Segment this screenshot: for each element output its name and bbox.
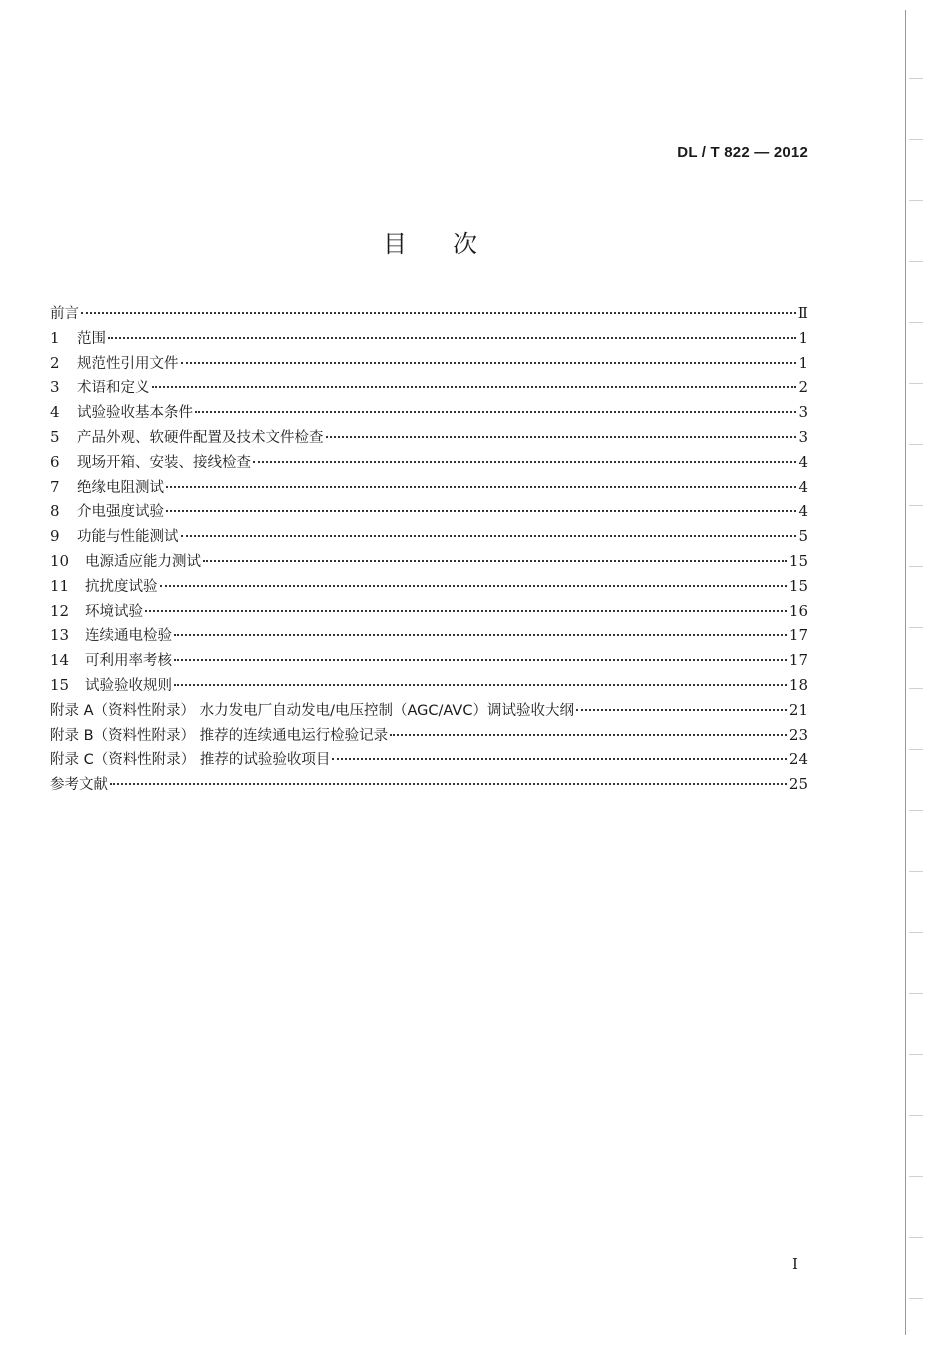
toc-leader-dots bbox=[253, 461, 796, 463]
toc-entry-page: 5 bbox=[798, 527, 808, 546]
toc-entry-number: 9 bbox=[50, 527, 60, 546]
toc-entry-number: 7 bbox=[50, 477, 60, 496]
toc-entry-number: 3 bbox=[50, 378, 60, 397]
toc-leader-dots bbox=[181, 362, 797, 364]
toc-leader-dots bbox=[332, 758, 787, 760]
toc-entry-number: 2 bbox=[50, 353, 60, 372]
toc-entry-number: 1 bbox=[50, 328, 60, 347]
toc-entry-number: 11 bbox=[50, 576, 70, 595]
toc-entry-label: 附录 A（资料性附录） 水力发电厂自动发电/电压控制（AGC/AVC）调试验收大纲 bbox=[50, 702, 574, 719]
toc-leader-dots bbox=[174, 659, 787, 661]
toc-entry-label: 功能与性能测试 bbox=[77, 529, 179, 546]
toc-entry-number: 15 bbox=[50, 675, 70, 694]
toc-entry bbox=[50, 499, 808, 524]
toc-entry bbox=[50, 599, 808, 624]
toc-entry bbox=[50, 574, 808, 599]
toc-entry bbox=[50, 400, 808, 425]
page-number: I bbox=[792, 1255, 798, 1273]
toc-entry-label: 电源适应能力测试 bbox=[85, 553, 201, 570]
toc-entry bbox=[50, 326, 808, 351]
toc-entry-label: 前言 bbox=[50, 306, 79, 322]
toc-entry-label: 可利用率考核 bbox=[85, 653, 172, 670]
toc-entry-label: 术语和定义 bbox=[77, 380, 150, 397]
toc-leader-dots bbox=[110, 783, 787, 785]
toc-entry-number: 5 bbox=[50, 427, 60, 446]
toc-entry-number: 13 bbox=[50, 626, 70, 645]
scan-edge bbox=[905, 10, 908, 1335]
toc-leader-dots bbox=[108, 337, 796, 339]
toc-leader-dots bbox=[166, 486, 796, 488]
toc-entry-page: 17 bbox=[788, 651, 808, 670]
table-of-contents bbox=[50, 301, 808, 797]
document-id: DL / T 822 — 2012 bbox=[677, 144, 808, 161]
toc-entry bbox=[50, 450, 808, 475]
toc-leader-dots bbox=[390, 734, 787, 736]
toc-leader-dots bbox=[152, 386, 797, 388]
toc-entry bbox=[50, 623, 808, 648]
toc-entry-label: 附录 C（资料性附录） 推荐的试验验收项目 bbox=[50, 752, 331, 769]
toc-entry-label: 规范性引用文件 bbox=[77, 355, 179, 372]
toc-entry-page: 1 bbox=[798, 328, 808, 347]
toc-entry-label: 绝缘电阻测试 bbox=[77, 479, 164, 496]
toc-entry bbox=[50, 772, 808, 797]
toc-entry-page: 3 bbox=[798, 403, 808, 422]
toc-entry-page: 2 bbox=[798, 378, 808, 397]
toc-entry bbox=[50, 747, 808, 772]
toc-entry-label: 试验验收基本条件 bbox=[77, 405, 193, 422]
toc-entry-page: 3 bbox=[798, 427, 808, 446]
toc-entry-label: 附录 B（资料性附录） 推荐的连续通电运行检验记录 bbox=[50, 727, 389, 744]
toc-leader-dots bbox=[576, 709, 787, 711]
toc-entry bbox=[50, 549, 808, 574]
toc-entry bbox=[50, 648, 808, 673]
toc-leader-dots bbox=[174, 634, 787, 636]
toc-entry-page: 15 bbox=[788, 576, 808, 595]
toc-entry-label: 环境试验 bbox=[85, 603, 143, 620]
toc-leader-dots bbox=[203, 560, 787, 562]
toc-entry bbox=[50, 698, 808, 723]
toc-leader-dots bbox=[160, 585, 787, 587]
toc-entry-label: 试验验收规则 bbox=[85, 677, 172, 694]
toc-entry-number: 8 bbox=[50, 502, 60, 521]
toc-entry-label: 抗扰度试验 bbox=[85, 578, 158, 595]
toc-entry-page: 21 bbox=[788, 700, 808, 719]
toc-entry bbox=[50, 475, 808, 500]
toc-entry-label: 范围 bbox=[77, 330, 106, 347]
toc-entry-label: 参考文献 bbox=[50, 777, 108, 794]
toc-leader-dots bbox=[326, 436, 797, 438]
toc-entry bbox=[50, 524, 808, 549]
toc-entry-page: 17 bbox=[788, 626, 808, 645]
toc-entry-page: 4 bbox=[798, 477, 808, 496]
toc-entry-label: 产品外观、软硬件配置及技术文件检查 bbox=[77, 429, 324, 446]
toc-entry-label: 现场开箱、安装、接线检查 bbox=[77, 454, 251, 471]
toc-entry-label: 介电强度试验 bbox=[77, 504, 164, 521]
scan-margin-marks bbox=[909, 40, 923, 1320]
page-title: 目次 bbox=[383, 230, 523, 258]
toc-leader-dots bbox=[181, 535, 797, 537]
toc-entry-number: 10 bbox=[50, 551, 70, 570]
toc-leader-dots bbox=[166, 510, 796, 512]
toc-entry-page: 16 bbox=[788, 601, 808, 620]
toc-entry bbox=[50, 425, 808, 450]
toc-entry bbox=[50, 673, 808, 698]
toc-entry-page: 1 bbox=[798, 353, 808, 372]
toc-entry-page: 4 bbox=[798, 452, 808, 471]
toc-entry-page: 15 bbox=[788, 551, 808, 570]
toc-leader-dots bbox=[81, 312, 796, 314]
toc-entry-number: 12 bbox=[50, 601, 70, 620]
toc-entry-label: 连续通电检验 bbox=[85, 628, 172, 645]
toc-entry bbox=[50, 375, 808, 400]
toc-entry-number: 6 bbox=[50, 452, 60, 471]
toc-entry bbox=[50, 301, 808, 326]
toc-leader-dots bbox=[145, 610, 787, 612]
toc-entry-page: 18 bbox=[788, 675, 808, 694]
toc-leader-dots bbox=[195, 411, 796, 413]
toc-entry-page: 23 bbox=[788, 725, 808, 744]
toc-entry-number: 14 bbox=[50, 651, 70, 670]
toc-entry-page: 4 bbox=[798, 502, 808, 521]
toc-entry-page: Ⅱ bbox=[797, 304, 808, 322]
toc-leader-dots bbox=[174, 684, 787, 686]
toc-entry-page: 24 bbox=[788, 750, 808, 769]
toc-entry-page: 25 bbox=[788, 775, 808, 794]
toc-entry-number: 4 bbox=[50, 403, 60, 422]
toc-entry bbox=[50, 723, 808, 748]
toc-entry bbox=[50, 351, 808, 376]
